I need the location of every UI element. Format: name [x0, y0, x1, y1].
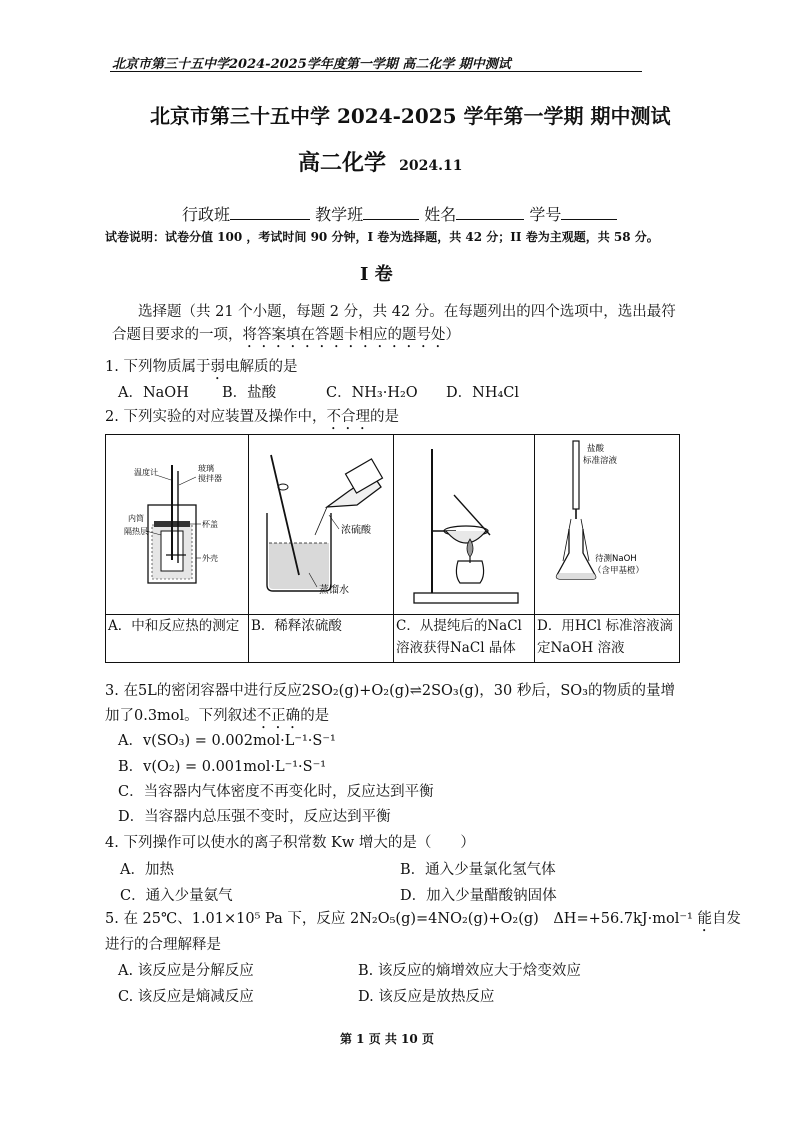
q3-stem-line2: 加了0.3mol。下列叙述不正确的是: [105, 708, 330, 724]
evaporation-figure: [394, 435, 533, 610]
label-hcl-2: 标准溶液: [583, 456, 618, 466]
subject-line: [298, 146, 462, 177]
field-label-student-no: 学号: [529, 205, 562, 224]
q1-option-a: A．NaOH: [118, 385, 189, 401]
q1-option-b: B．盐酸: [222, 385, 277, 401]
section-title: I 卷: [360, 264, 393, 285]
exam-instructions: 试卷说明：试卷分值 100 ，考试时间 90 分钟，I 卷为选择题，共 42 分；II 卷为主观题，共 58 分。: [105, 230, 659, 244]
label-naoh-1: 待测NaOH: [595, 554, 637, 564]
caption-d: D．用HCl 标准溶液滴定NaOH 溶液: [535, 615, 680, 663]
label-lid: 杯盖: [202, 520, 218, 529]
field-blank-student-no[interactable]: [561, 205, 617, 220]
q1-stem: 1. 下列物质属于弱电解质的是: [105, 359, 298, 375]
field-blank-class-admin[interactable]: [230, 205, 310, 220]
figure-a-cell: [106, 435, 249, 615]
q5-stem-line2: 进行的合理解释是: [105, 937, 221, 953]
field-label-class-teach: 教学班: [315, 205, 364, 224]
field-blank-name[interactable]: [456, 205, 524, 220]
label-outer: 外壳: [202, 554, 218, 563]
field-label-name: 姓名: [424, 205, 457, 224]
q3-option-b: B．v(O₂) = 0.001mol·L⁻¹·S⁻¹: [118, 759, 327, 775]
label-naoh-2: （含甲基橙）: [593, 566, 645, 576]
page-footer: 第 1 页 共 10 页: [340, 1032, 434, 1046]
exam-title: 北京市第三十五中学 2024-2025 学年第一学期 期中测试: [150, 104, 671, 128]
calorimeter-figure: [106, 435, 247, 610]
q4-stem: 4. 下列操作可以使水的离子积常数 Kw 增大的是（ ）: [105, 835, 475, 851]
q1-option-c: C．NH₃·H₂O: [326, 385, 418, 401]
section-intro-line1: 选择题（共 21 个小题，每题 2 分，共 42 分。在每题列出的四个选项中，选出最符: [138, 304, 676, 320]
caption-a: A．中和反应热的测定: [106, 615, 249, 663]
q2-apparatus-table: [105, 434, 680, 663]
intro-emphasis: 将答案填在答题卡相应的题号处: [242, 327, 446, 343]
label-distilled-water: 蒸馏水: [319, 585, 349, 596]
q3-option-c: C．当容器内气体密度不再变化时，反应达到平衡: [118, 784, 434, 800]
header-rule: [110, 71, 642, 72]
label-inner-1: 内筒: [128, 514, 144, 523]
label-inner-2: 隔热层: [124, 527, 148, 536]
q1-option-d: D．NH₄Cl: [446, 385, 520, 401]
q4-option-c: C．通入少量氨气: [120, 888, 233, 904]
titration-figure: [535, 435, 678, 610]
student-info-fields: [182, 202, 617, 225]
q2-stem: 2. 下列实验的对应装置及操作中，不合理的是: [105, 409, 399, 425]
label-stirrer-2: 搅拌器: [198, 474, 222, 483]
q5-option-d: D. 该反应是放热反应: [358, 989, 495, 1005]
q5-option-a: A. 该反应是分解反应: [118, 963, 254, 979]
running-header: 北京市第三十五中学2024-2025学年度第一学期 高二化学 期中测试: [112, 57, 511, 72]
label-stirrer-1: 玻璃: [198, 464, 214, 473]
q4-option-d: D．加入少量醋酸钠固体: [400, 888, 557, 904]
figure-b-cell: [249, 435, 394, 615]
q4-option-a: A．加热: [120, 862, 174, 878]
caption-c: C．从提纯后的NaCl 溶液获得NaCl 晶体: [394, 615, 535, 663]
q5-option-b: B. 该反应的熵增效应大于焓变效应: [358, 963, 581, 979]
q5-option-c: C. 该反应是熵减反应: [118, 989, 254, 1005]
figure-c-cell: [394, 435, 535, 615]
section-intro-line2: 合题目要求的一项，将答案填在答题卡相应的题号处）: [112, 327, 460, 343]
q3-option-a: A．v(SO₃) = 0.002mol·L⁻¹·S⁻¹: [118, 733, 336, 749]
q3-option-d: D．当容器内总压强不变时，反应达到平衡: [118, 809, 391, 825]
label-hcl-1: 盐酸: [587, 444, 605, 454]
label-conc-acid: 浓硫酸: [341, 525, 371, 536]
label-thermometer: 温度计: [134, 468, 158, 477]
q4-option-b: B．通入少量氯化氢气体: [400, 862, 556, 878]
field-blank-class-teach[interactable]: [363, 205, 419, 220]
caption-b: B．稀释浓硫酸: [249, 615, 394, 663]
subject-title: 高二化学: [298, 150, 387, 176]
q3-stem-line1: 3. 在5L的密闭容器中进行反应2SO₂(g)+O₂(g)⇌2SO₃(g)，30 秒后，SO₃的物质的量增: [105, 683, 675, 699]
exam-date: 2024.11: [399, 158, 463, 174]
field-label-class-admin: 行政班: [182, 205, 231, 224]
figure-d-cell: [535, 435, 680, 615]
dilution-figure: [249, 435, 392, 610]
q5-stem-line1: 5. 在 25℃、1.01×10⁵ Pa 下，反应 2N₂O₅(g)=4NO₂(g)+O₂(g) ΔH=+56.7kJ·mol⁻¹ 能自发: [105, 911, 741, 927]
